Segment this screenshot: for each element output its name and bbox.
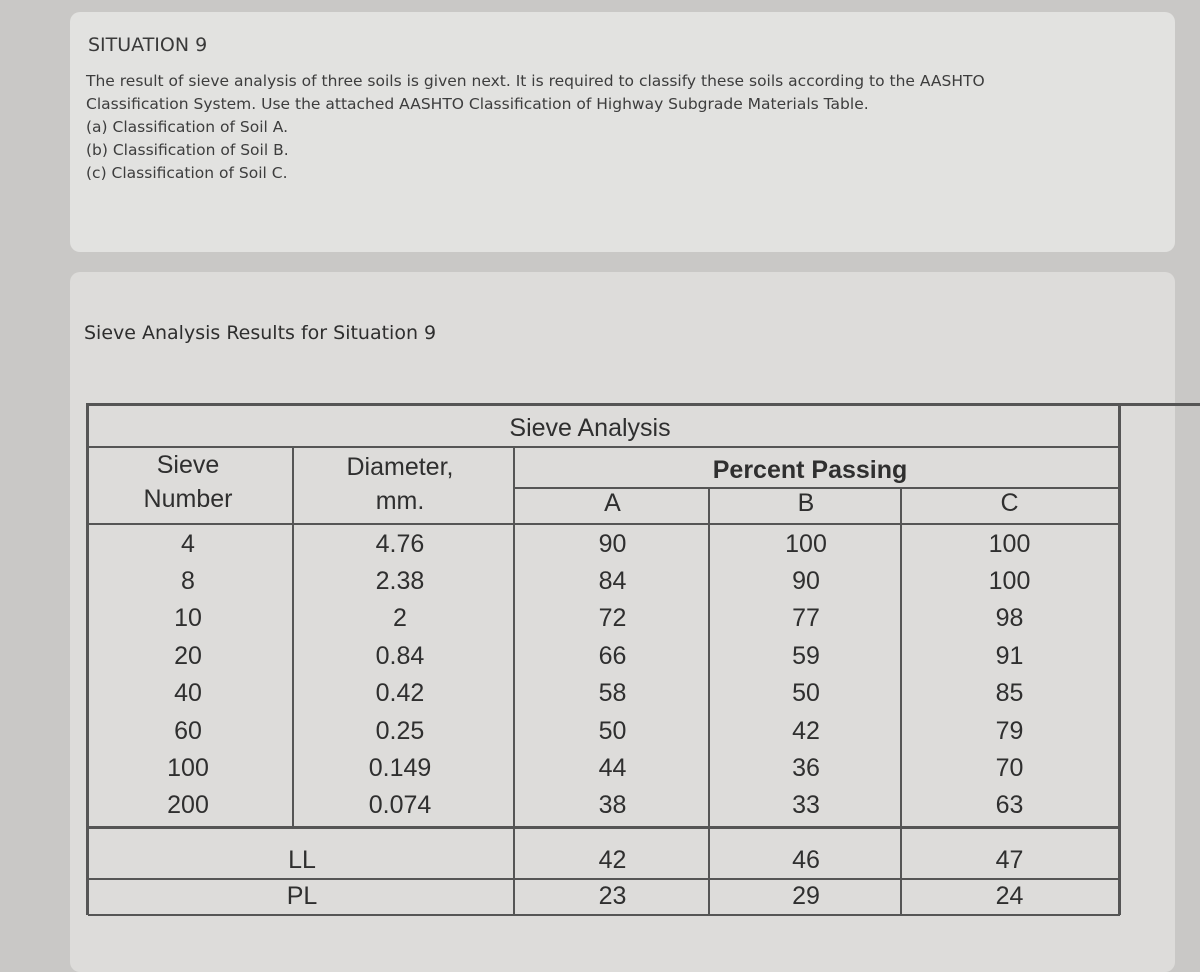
cell-soil-a: 90 bbox=[598, 530, 627, 558]
cell-soil-c: 100 bbox=[988, 530, 1031, 558]
cell-soil-a: 72 bbox=[598, 604, 627, 632]
table-grid-line bbox=[88, 914, 1120, 916]
question-b: (b) Classification of Soil B. bbox=[86, 141, 289, 159]
cell-soil-c: 79 bbox=[995, 717, 1024, 745]
table-grid-line bbox=[88, 878, 1120, 880]
cell-sieve-number: 200 bbox=[167, 791, 209, 819]
header-percent-passing: Percent Passing bbox=[712, 456, 908, 484]
header-diameter: Diameter, bbox=[346, 453, 454, 481]
cell-sieve-number: 100 bbox=[167, 754, 209, 782]
cell-soil-b: 100 bbox=[785, 530, 827, 558]
cell-soil-c: 24 bbox=[995, 882, 1024, 910]
cell-soil-a: 66 bbox=[598, 642, 627, 670]
cell-diameter: 4.76 bbox=[375, 530, 425, 558]
cell-soil-b: 50 bbox=[792, 679, 820, 707]
cell-diameter: 0.42 bbox=[375, 679, 425, 707]
table-grid-line bbox=[515, 487, 1120, 489]
question-c: (c) Classification of Soil C. bbox=[86, 164, 288, 182]
cell-soil-b: 90 bbox=[792, 567, 820, 595]
cell-diameter: 0.84 bbox=[375, 642, 425, 670]
cell-soil-c: 100 bbox=[988, 567, 1031, 595]
cell-sieve-number: 4 bbox=[181, 530, 195, 558]
header-sieve: Number bbox=[143, 485, 233, 513]
header-sieve: Sieve bbox=[156, 451, 220, 479]
table-grid-line bbox=[88, 826, 1120, 829]
header-diameter-unit: mm. bbox=[375, 487, 425, 515]
cell-diameter: 0.074 bbox=[368, 791, 432, 819]
cell-soil-b: 36 bbox=[792, 754, 820, 782]
cell-soil-a: 23 bbox=[598, 882, 627, 910]
cell-diameter: 2.38 bbox=[375, 567, 425, 595]
cell-soil-c: 98 bbox=[995, 604, 1024, 632]
cell-soil-a: 84 bbox=[598, 567, 627, 595]
cell-diameter: 0.149 bbox=[368, 754, 432, 782]
cell-soil-b: 42 bbox=[792, 717, 820, 745]
cell-soil-a: 38 bbox=[598, 791, 627, 819]
cell-soil-c: 91 bbox=[995, 642, 1024, 670]
question-a: (a) Classification of Soil A. bbox=[86, 118, 288, 136]
situation-card bbox=[70, 12, 1175, 252]
cell-limit-label: PL bbox=[286, 882, 318, 910]
cell-soil-a: 50 bbox=[598, 717, 627, 745]
cell-soil-b: 33 bbox=[792, 791, 820, 819]
cell-diameter: 2 bbox=[393, 604, 407, 632]
cell-limit-label: LL bbox=[288, 846, 316, 874]
cell-sieve-number: 40 bbox=[174, 679, 202, 707]
cell-soil-b: 29 bbox=[792, 882, 820, 910]
table-grid-line bbox=[1118, 403, 1121, 915]
table-grid-line bbox=[88, 403, 1200, 406]
cell-sieve-number: 60 bbox=[174, 717, 202, 745]
situation-title: SITUATION 9 bbox=[88, 34, 208, 56]
cell-soil-b: 46 bbox=[792, 846, 820, 874]
header-soil-c: C bbox=[1000, 489, 1019, 517]
header-soil-a: A bbox=[604, 489, 621, 517]
problem-statement bbox=[86, 70, 1146, 185]
cell-diameter: 0.25 bbox=[375, 717, 425, 745]
section-title: Sieve Analysis Results for Situation 9 bbox=[84, 322, 437, 344]
cell-soil-c: 85 bbox=[995, 679, 1024, 707]
table-grid-line bbox=[88, 523, 1120, 525]
table-grid-line bbox=[88, 446, 1120, 448]
table-grid-line bbox=[292, 446, 294, 826]
cell-soil-c: 63 bbox=[995, 791, 1024, 819]
cell-soil-b: 77 bbox=[792, 604, 820, 632]
problem-line: The result of sieve analysis of three soils is given next. It is required to classify these soils according to the AASHTO bbox=[86, 72, 985, 90]
cell-soil-b: 59 bbox=[792, 642, 820, 670]
cell-soil-c: 70 bbox=[995, 754, 1024, 782]
cell-soil-a: 42 bbox=[598, 846, 627, 874]
header-soil-b: B bbox=[797, 489, 815, 517]
cell-soil-c: 47 bbox=[995, 846, 1024, 874]
table-title: Sieve Analysis bbox=[509, 414, 671, 442]
cell-soil-a: 58 bbox=[598, 679, 627, 707]
cell-sieve-number: 10 bbox=[174, 604, 202, 632]
cell-sieve-number: 20 bbox=[174, 642, 202, 670]
cell-soil-a: 44 bbox=[598, 754, 627, 782]
problem-line: Classification System. Use the attached AASHTO Classification of Highway Subgrade Materials Table. bbox=[86, 95, 869, 113]
cell-sieve-number: 8 bbox=[181, 567, 195, 595]
